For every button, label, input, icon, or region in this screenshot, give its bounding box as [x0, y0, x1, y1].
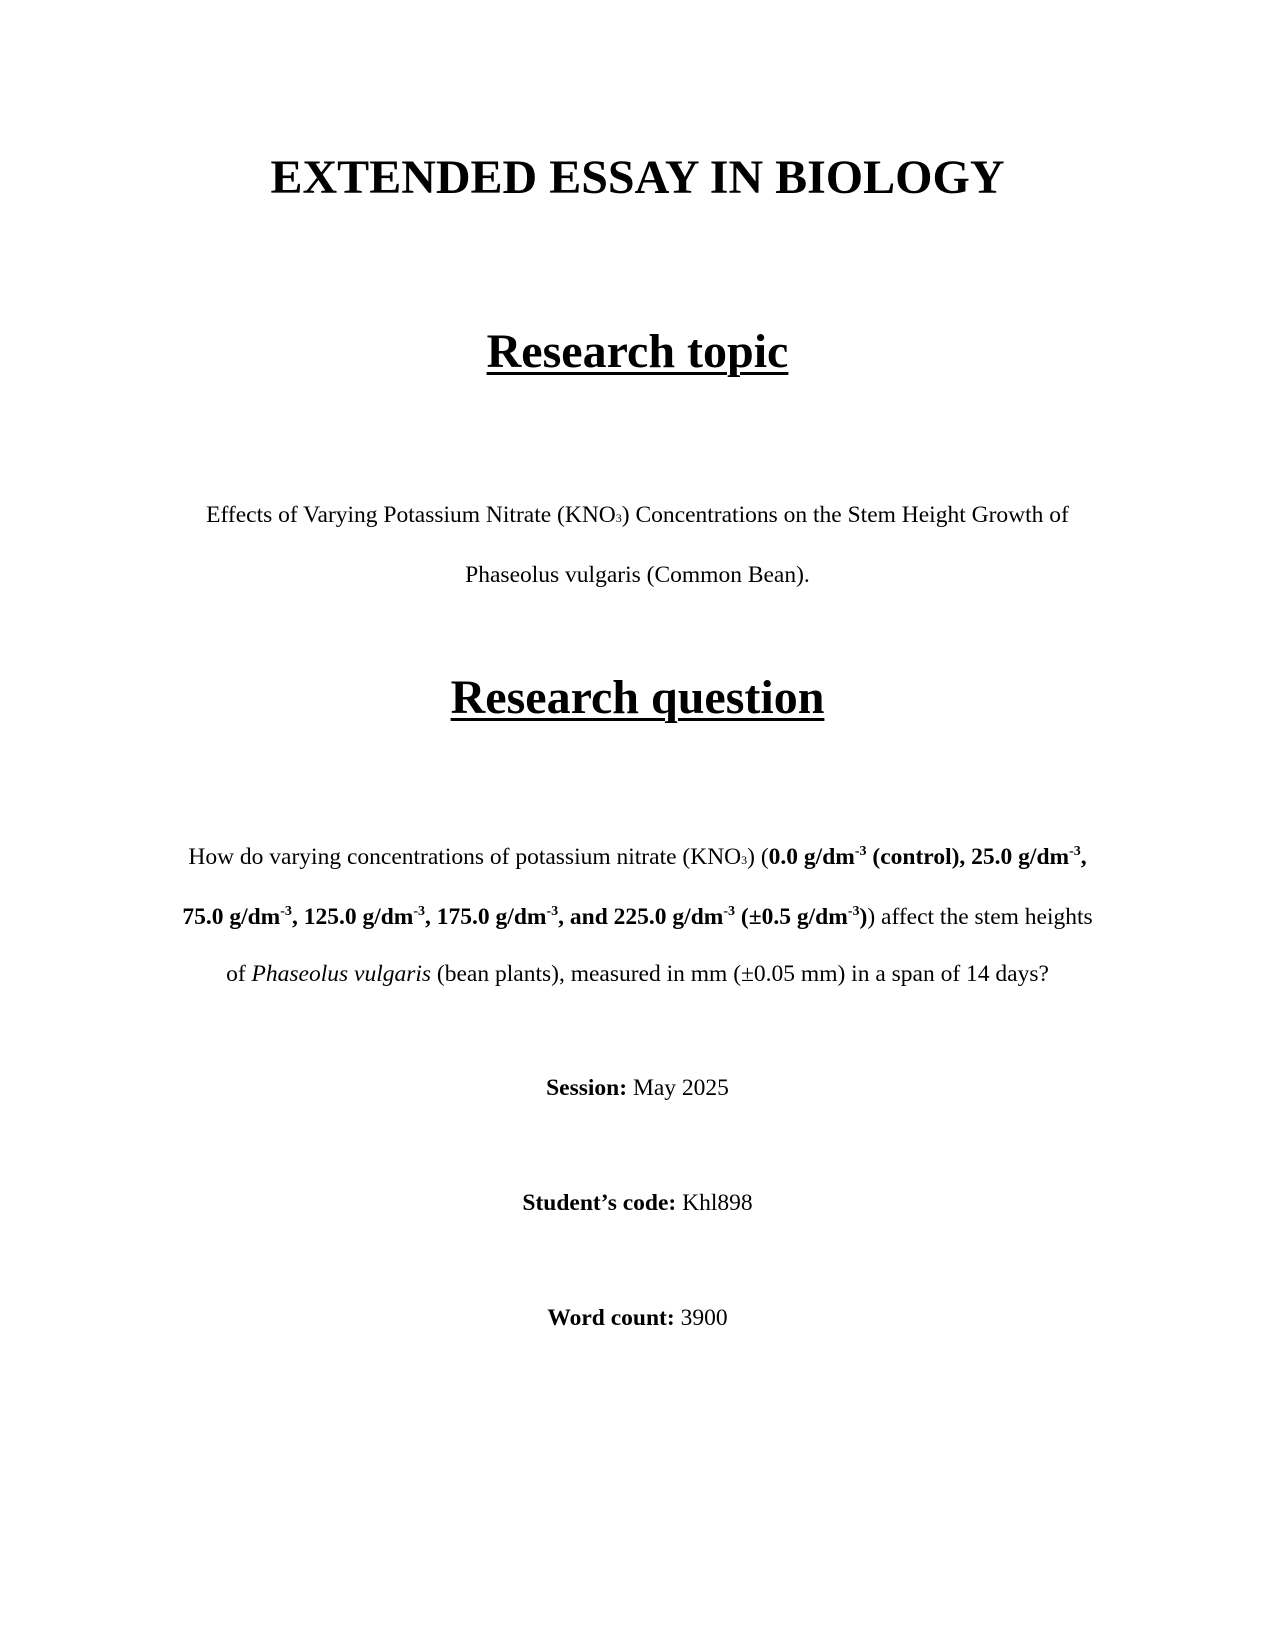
research-question-line-1: How do varying concentrations of potassium nitrate (KNO3) (0.0 $g/dm^{-3}$ (control), 25.0 $g/dm^{-3}$,	[188, 844, 1087, 870]
subscript-3: 3	[741, 853, 748, 867]
word-count-value: 3900	[674, 1305, 728, 1331]
student-code-label: Student’s code:	[522, 1190, 677, 1216]
species-name: Phaseolus vulgaris	[251, 961, 432, 987]
word-count-info	[0, 1303, 1275, 1333]
student-code-value: Khl898	[676, 1190, 753, 1216]
research-question-text	[0, 829, 1275, 1003]
subscript-3: 3	[615, 511, 622, 525]
session-label: Session:	[546, 1075, 628, 1101]
word-count-label: Word count:	[547, 1305, 675, 1331]
student-code-info	[0, 1188, 1275, 1218]
research-topic-line-1: Effects of Varying Potassium Nitrate (KNO3) Concentrations on the Stem Height Growth of	[206, 502, 1069, 528]
research-topic-heading: Research topic	[486, 325, 789, 378]
concentration-list: 75.0 $g/dm^{-3}$, 125.0 $g/dm^{-3}$, 175.0 $g/dm^{-3}$, and 225.0 $g/dm^{-3}$ (±0.5 $g/dm^{-3}$)	[182, 904, 868, 930]
research-question-heading: Research question	[450, 671, 825, 724]
session-info	[0, 1073, 1275, 1103]
research-question-line-3: of Phaseolus vulgaris (bean plants), measured in mm (±0.05 mm) in a span of 14 days?	[226, 961, 1049, 987]
page-title: EXTENDED ESSAY IN BIOLOGY	[270, 151, 1005, 204]
research-question-line-2: 75.0 $g/dm^{-3}$, 125.0 $g/dm^{-3}$, 175.0 $g/dm^{-3}$, and 225.0 $g/dm^{-3}$ (±0.5 $g/dm^{-3}$)) affect the stem heights	[182, 904, 1093, 930]
research-topic-text	[0, 487, 1275, 604]
concentration-list: 0.0 $g/dm^{-3}$ (control), 25.0 $g/dm^{-3}$,	[768, 844, 1087, 870]
research-topic-line-2: Phaseolus vulgaris (Common Bean).	[465, 562, 810, 588]
session-value: May 2025	[627, 1075, 729, 1101]
